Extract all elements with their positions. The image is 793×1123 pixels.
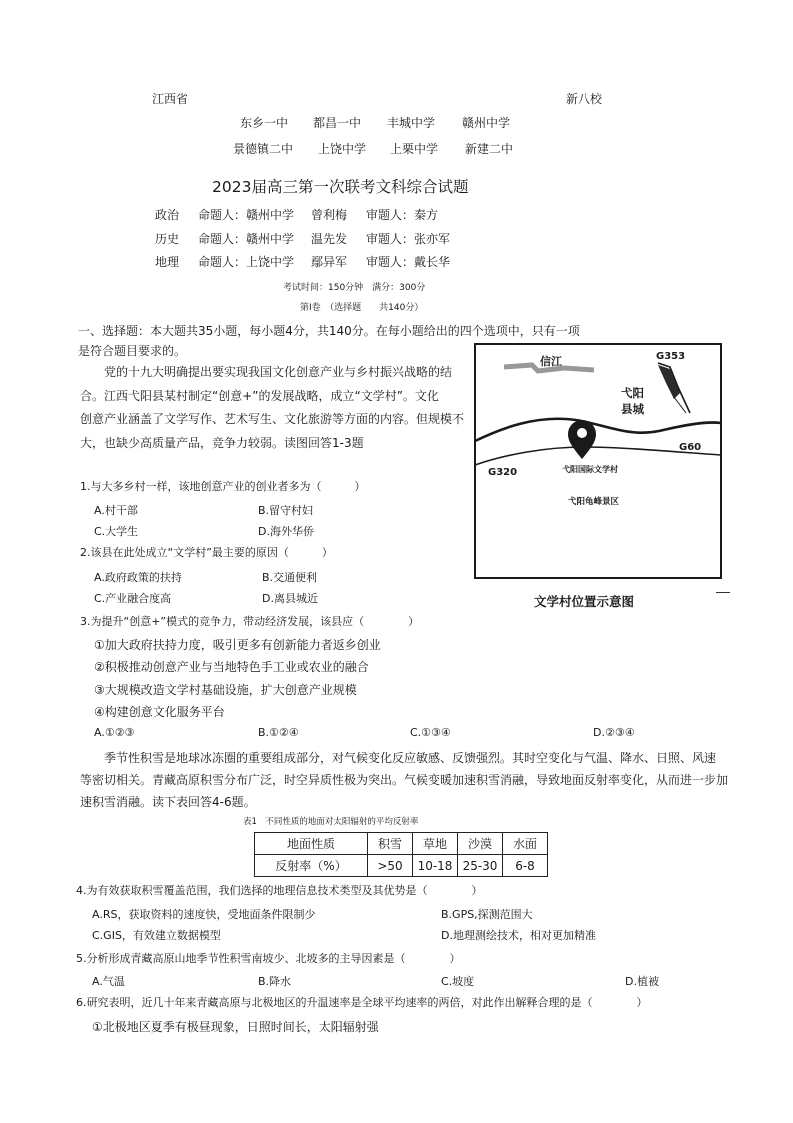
setter-name: 鄢异军 — [311, 255, 348, 269]
question-stem: 4.为有效获取积雪覆盖范围，我们选择的地理信息技术类型及其优势是（ ） — [76, 884, 483, 897]
alliance-label: 新八校 — [566, 92, 603, 106]
map-label-village: 弋阳国际文学村 — [562, 465, 618, 474]
passage-line: 等密切相关。青藏高原积雪分布广泛，时空异质性极为突出。气候变暖加速积雪消融，导致地面反射率变化，从而进一步加 — [80, 773, 729, 787]
reviewer-label: 审题人： — [366, 208, 415, 222]
school-name: 都昌一中 — [313, 116, 362, 130]
setter-label: 命题人： — [198, 255, 247, 269]
table-cell: >50 — [368, 855, 413, 877]
location-pin-icon — [568, 420, 596, 459]
question-stem: 1.与大多乡村一样，该地创意产业的创业者多为（ ） — [80, 480, 366, 493]
location-pin-hole — [577, 428, 587, 438]
question-stem: 6.研究表明，近几十年来青藏高原与北极地区的升温速率是全球平均速率的两倍，对此作出解释合理的是（ ） — [76, 996, 648, 1009]
setter-school: 上饶中学 — [246, 255, 295, 269]
table-row — [255, 855, 548, 877]
section-intro: 是符合题目要求的。 — [78, 344, 187, 358]
table-cell: 反射率（%） — [255, 855, 368, 877]
table-header-row — [255, 833, 548, 855]
school-name: 上饶中学 — [318, 142, 367, 156]
option-b: B.降水 — [258, 975, 292, 988]
statement-item: ②积极推动创意产业与当地特色手工业或农业的融合 — [94, 660, 369, 674]
passage-line: 季节性积雪是地球冰冻圈的重要组成部分，对气候变化反应敏感、反馈强烈。其时空变化与气温、降水、日照、风速 — [104, 751, 717, 765]
question-stem: 2.该县在此处成立“文学村”最主要的原因（ ） — [80, 546, 333, 559]
option-c: C.坡度 — [441, 975, 475, 988]
passage-line: 大，也缺少高质量产品，竞争力较弱。读图回答1-3题 — [80, 436, 364, 450]
map-label-g320: G320 — [488, 467, 518, 478]
statement-item: ①北极地区夏季有极昼现象，日照时间长，太阳辐射强 — [92, 1020, 379, 1034]
option-c: C.大学生 — [94, 525, 139, 538]
school-name: 东乡一中 — [240, 116, 289, 130]
exam-title: 2023届高三第一次联考文科综合试题 — [212, 178, 469, 196]
passage-line: 速积雪消融。读下表回答4-6题。 — [80, 795, 256, 809]
map-canvas — [474, 343, 722, 579]
option-c: C.①③④ — [410, 726, 451, 739]
setter-subject: 地理 — [155, 255, 180, 269]
passage-line: 合。江西弋阳县某村制定“创意+”的发展战略，成立“文学村”。文化 — [80, 389, 439, 403]
option-c: C.GIS，有效建立数据模型 — [92, 929, 221, 942]
reviewer-name: 张亦军 — [414, 232, 451, 246]
map-caption: 文学村位置示意图 — [534, 594, 635, 609]
reflectance-table — [254, 832, 548, 877]
table-header-cell: 水面 — [503, 833, 548, 855]
section-intro: 一、选择题：本大题共35小题，每小题4分，共140分。在每小题给出的四个选项中，只有一项 — [78, 324, 580, 338]
map-caption-dash — [716, 592, 730, 593]
reviewer-label: 审题人： — [366, 232, 415, 246]
table-cell: 10-18 — [413, 855, 458, 877]
table-cell: 6-8 — [503, 855, 548, 877]
map-label-xinjiang: 信江 — [540, 355, 562, 368]
table-caption: 表1 不同性质的地面对太阳辐射的平均反射率 — [243, 817, 419, 827]
passage-line: 党的十九大明确提出要实现我国文化创意产业与乡村振兴战略的结 — [104, 365, 453, 379]
exam-info: 考试时间：150分钟 满分：300分 — [283, 283, 426, 293]
school-name: 景德镇二中 — [233, 142, 294, 156]
map-frame — [475, 344, 721, 578]
setter-subject: 历史 — [155, 232, 180, 246]
setter-label: 命题人： — [198, 208, 247, 222]
question-stem: 3.为提升“创意+”模式的竞争力，带动经济发展，该县应（ ） — [80, 615, 420, 628]
statement-item: ④构建创意文化服务平台 — [94, 705, 225, 719]
reviewer-label: 审题人： — [366, 255, 415, 269]
option-a: A.气温 — [92, 975, 125, 988]
option-b: B.GPS,探测范围大 — [441, 908, 533, 921]
map-label-g353: G353 — [656, 351, 686, 362]
map-label-county-line2: 县城 — [621, 402, 644, 416]
reviewer-name: 戴长华 — [414, 255, 451, 269]
village-location-map — [474, 343, 722, 579]
option-d: D.植被 — [625, 975, 659, 988]
map-label-g60: G60 — [679, 442, 702, 453]
school-name: 上栗中学 — [390, 142, 439, 156]
setter-name: 温先发 — [311, 232, 348, 246]
table-cell: 25-30 — [458, 855, 503, 877]
option-b: B.交通便利 — [262, 571, 318, 584]
option-b: B.①②④ — [258, 726, 299, 739]
option-d: D.海外华侨 — [258, 525, 314, 538]
question-stem: 5.分析形成青藏高原山地季节性积雪南坡少、北坡多的主导因素是（ ） — [76, 952, 461, 965]
statement-item: ③大规模改造文学村基础设施，扩大创意产业规模 — [94, 683, 357, 697]
option-a: A.RS，获取资料的速度快，受地面条件限制少 — [92, 908, 316, 921]
table-header-cell: 草地 — [413, 833, 458, 855]
passage-line: 创意产业涵盖了文学写作、艺术写生、文化旅游等方面的内容。但规模不 — [80, 412, 465, 426]
option-d: D.离县城近 — [262, 592, 318, 605]
school-name: 丰城中学 — [387, 116, 436, 130]
school-name: 赣州中学 — [462, 116, 511, 130]
map-label-scenic: 弋阳龟峰景区 — [568, 497, 620, 507]
statement-item: ①加大政府扶持力度，吸引更多有创新能力者返乡创业 — [94, 638, 381, 652]
map-label-county-line1: 弋阳 — [621, 386, 644, 400]
option-b: B.留守村妇 — [258, 504, 314, 517]
option-d: D.②③④ — [593, 726, 635, 739]
option-a: A.①②③ — [94, 726, 135, 739]
table-header-cell: 地面性质 — [255, 833, 368, 855]
option-d: D.地理测绘技术，相对更加精准 — [441, 929, 596, 942]
school-name: 新建二中 — [465, 142, 514, 156]
setter-label: 命题人： — [198, 232, 247, 246]
setter-school: 赣州中学 — [246, 208, 295, 222]
volume-label: 第Ⅰ卷 （选择题 共140分） — [300, 303, 424, 313]
setter-school: 赣州中学 — [246, 232, 295, 246]
road-g60 — [475, 419, 721, 441]
setter-subject: 政治 — [155, 208, 180, 222]
option-a: A.村干部 — [94, 504, 138, 517]
province-label: 江西省 — [152, 92, 189, 106]
table-header-cell: 沙漠 — [458, 833, 503, 855]
reviewer-name: 秦方 — [414, 208, 439, 222]
option-c: C.产业融合度高 — [94, 592, 172, 605]
option-a: A.政府政策的扶持 — [94, 571, 182, 584]
setter-name: 曾利梅 — [311, 208, 348, 222]
table-header-cell: 积雪 — [368, 833, 413, 855]
